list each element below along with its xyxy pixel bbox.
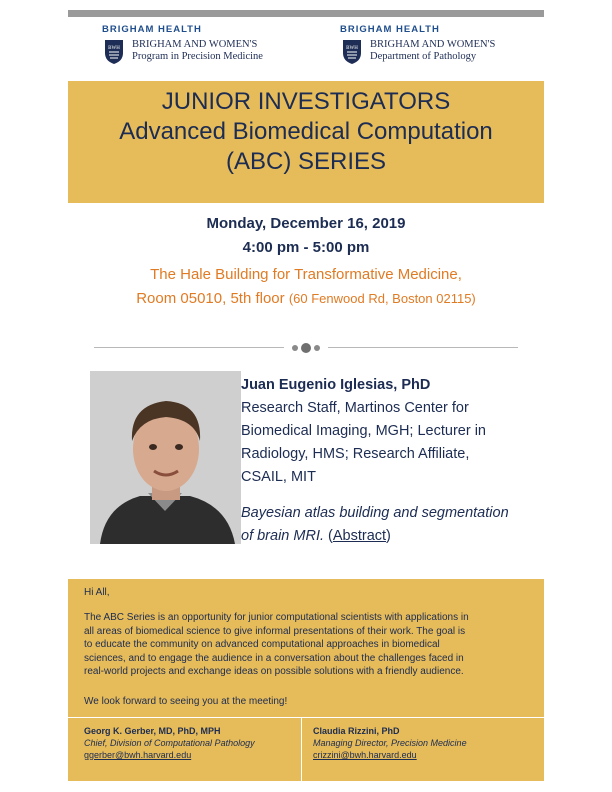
footer-divider-top [68, 717, 544, 718]
talk-title [241, 502, 541, 548]
event-time: 4:00 pm - 5:00 pm [242, 239, 370, 256]
bwh-shield-icon [342, 39, 362, 65]
message-line: The ABC Series is an opportunity for junior computational scientists with applications in [84, 612, 469, 623]
divider-dots-icon [289, 342, 325, 354]
svg-text:BWH: BWH [346, 46, 358, 51]
message-greeting: Hi All, [84, 587, 110, 598]
svg-text:BWH: BWH [108, 46, 120, 51]
contact-role: Managing Director, Precision Medicine [313, 738, 467, 748]
brand-name: BRIGHAM HEALTH [102, 24, 202, 35]
logo-pathology [340, 24, 540, 76]
venue-line-1: The Hale Building for Transformative Medicine, [150, 266, 462, 283]
title-line-3: (ABC) SERIES [225, 148, 387, 175]
speaker-portrait-image [90, 371, 241, 544]
speaker-name: Juan Eugenio Iglesias, PhD [241, 377, 431, 393]
divider-left [94, 347, 284, 348]
org-line-1: BRIGHAM AND WOMEN'S [132, 39, 258, 50]
org-line-2: Department of Pathology [370, 51, 477, 62]
org-line-2: Program in Precision Medicine [132, 51, 263, 62]
speaker-photo [90, 371, 241, 544]
contact-email[interactable]: ggerber@bwh.harvard.edu [84, 750, 192, 760]
org-name [370, 39, 495, 63]
event-date: Monday, December 16, 2019 [206, 215, 406, 232]
contact-name: Claudia Rizzini, PhD [313, 726, 400, 736]
speaker-bio-line: Radiology, HMS; Research Affiliate, [241, 446, 470, 462]
message-closing: We look forward to seeing you at the meeting! [84, 696, 288, 707]
speaker-bio-line: Research Staff, Martinos Center for [241, 400, 469, 416]
talk-title-end: of brain MRI. [241, 528, 324, 544]
contact-gerber [84, 725, 255, 761]
flyer-page [68, 10, 544, 785]
message-line: to educate the community on advanced computational approaches in biomedical [84, 639, 440, 650]
contact-role: Chief, Division of Computational Pathology [84, 738, 255, 748]
venue-room: Room 05010, 5th floor [136, 290, 285, 307]
venue-line-2 [68, 287, 544, 311]
speaker-bio [241, 374, 541, 489]
brand-name: BRIGHAM HEALTH [340, 24, 440, 35]
event-venue [68, 263, 544, 311]
top-bar [68, 10, 544, 17]
speaker-bio-line: CSAIL, MIT [241, 469, 316, 485]
title-line-1: JUNIOR INVESTIGATORS [161, 88, 451, 115]
message-line: real-world projects and exchange ideas on possible solutions with a friendly audience. [84, 666, 464, 677]
title-line-2: Advanced Biomedical Computation [119, 118, 493, 145]
contact-email[interactable]: crizzini@bwh.harvard.edu [313, 750, 417, 760]
talk-title-line-2: of brain MRI. (Abstract) [241, 528, 391, 544]
bwh-shield-icon [104, 39, 124, 65]
message-line: all areas of biomedical science to give informal presentations of their work. The goal is [84, 625, 466, 637]
talk-title-line-1: Bayesian atlas building and segmentation [241, 505, 509, 521]
abstract-link[interactable]: Abstract [332, 528, 387, 544]
footer-divider [301, 717, 302, 781]
logo-precision-medicine [102, 24, 302, 76]
message-line: sciences, and to engage the audience in a conversation about the challenges faced in [84, 652, 464, 664]
contact-name: Georg K. Gerber, MD, PhD, MPH [84, 726, 221, 736]
org-name [132, 39, 263, 63]
org-line-1: BRIGHAM AND WOMEN'S [370, 39, 496, 50]
message-body [84, 611, 530, 679]
speaker-bio-line: Biomedical Imaging, MGH; Lecturer in [241, 423, 486, 439]
contact-rizzini [313, 725, 467, 761]
venue-address: (60 Fenwood Rd, Boston 02115) [288, 291, 476, 306]
divider-right [328, 347, 518, 348]
